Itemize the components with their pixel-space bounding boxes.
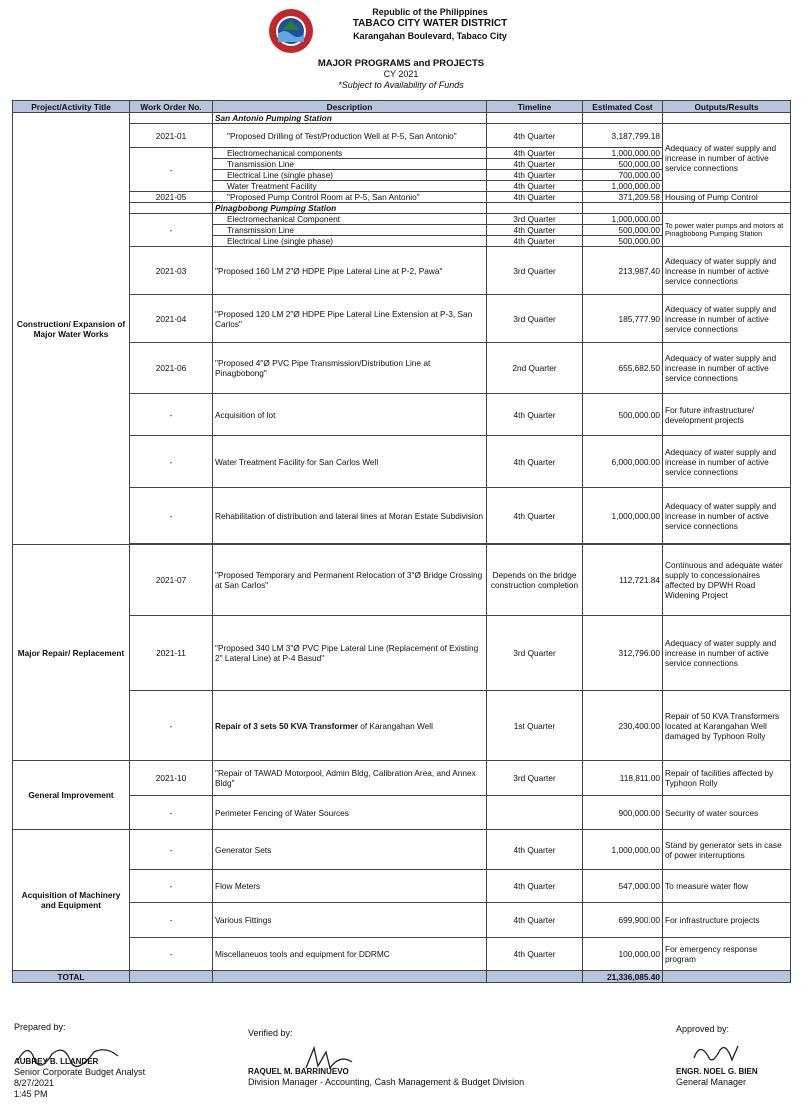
verified-label: Verified by: — [248, 1028, 293, 1038]
document-titles — [0, 58, 802, 91]
table-row: - Flow Meters 4th Quarter 547,000.00 To measure water flow — [13, 870, 791, 903]
col-timeline: Timeline — [487, 101, 583, 113]
table-row: 2021-05 "Proposed Pump Control Room at P-5, San Antonio" 4th Quarter 371,209.58 Housing of Pump Control — [13, 192, 791, 203]
approved-title: General Manager — [676, 1077, 747, 1087]
document-year: CY 2021 — [383, 69, 419, 79]
subheading-pinagbobong: Pinagbobong Pumping Station — [213, 203, 487, 214]
table-header-row — [13, 101, 791, 113]
table-row: - Miscellaneuos tools and equipment for DDRMC 4th Quarter 100,000.00 For emergency response program — [13, 938, 791, 971]
table-row: - Perimeter Fencing of Water Sources 900,000.00 Security of water sources — [13, 796, 791, 830]
table-row: 2021-04 "Proposed 120 LM 2"Ø HDPE Pipe Lateral Line Extension at P-3, San Carlos" 3rd Quarter 185,777.90 Adequacy of water supply and increase in number of active service connections — [13, 295, 791, 343]
table-row: - Rehabilitation of distribution and lateral lines at Moran Estate Subdivision 4th Quarter 1,000,000.00 Adequacy of water supply and increase in number of active service connections — [13, 488, 791, 544]
prepared-date: 8/27/2021 — [14, 1078, 55, 1088]
prepared-name: AUBREY B. LLANDER — [14, 1057, 99, 1066]
total-row — [13, 971, 791, 983]
group-repair: Major Repair/ Replacement — [13, 545, 130, 761]
subheading-san-antonio: San Antonio Pumping Station — [213, 113, 487, 124]
col-project: Project/Activity Title — [13, 101, 130, 113]
republic-line: Republic of the Philippines — [372, 7, 488, 17]
table-row: 2021-03 "Proposed 160 LM 2"Ø HDPE Pipe Lateral Line at P-2, Pawa" 3rd Quarter 213,987.40 Adequacy of water supply and increase in number of active service connections — [13, 247, 791, 295]
table-row: Acquisition of Machinery and Equipment - Generator Sets 4th Quarter 1,000,000.00 Stand by generator sets in case of power interruptions — [13, 830, 791, 870]
group-construction: Construction/ Expansion of Major Water Works — [13, 113, 130, 545]
table-row: Water Treatment Facility 4th Quarter 1,000,000.00 — [13, 181, 791, 192]
col-work-order: Work Order No. — [130, 101, 213, 113]
table-row — [13, 113, 791, 124]
table-row: Transmission Line 4th Quarter 500,000.00 — [13, 159, 791, 170]
table-row: General Improvement 2021-10 "Repair of TAWAD Motorpool, Admin Bldg, Calibration Area, and Annex Bldg" 3rd Quarter 118,811.00 Repair of facilities affected by Typhoon Rolly — [13, 761, 791, 796]
table-row: - Electromechanical components 4th Quarter 1,000,000.00 — [13, 148, 791, 159]
table-row: 2021-01 "Proposed Drilling of Test/Production Well at P-5, San Antonio" 4th Quarter 3,187,799.18 Adequacy of water supply and increase in number of active service connections — [13, 124, 791, 148]
verified-name: RAQUEL M. BARRINUEVO — [248, 1067, 349, 1076]
table-row: Electrical Line (single phase) 4th Quarter 700,000.00 — [13, 170, 791, 181]
group-machinery: Acquisition of Machinery and Equipment — [13, 830, 130, 971]
document-header — [0, 4, 802, 56]
approved-name: ENGR. NOEL G. BIEN — [676, 1067, 758, 1076]
approved-by-block — [676, 1024, 729, 1035]
prepared-title: Senior Corporate Budget Analyst — [14, 1067, 146, 1077]
funds-note: *Subject to Availability of Funds — [338, 80, 464, 90]
total-value: 21,336,085.40 — [583, 971, 663, 983]
prepared-by-block — [14, 1022, 66, 1033]
document-title: MAJOR PROGRAMS and PROJECTS — [317, 58, 485, 69]
verified-title: Division Manager - Accounting, Cash Management & Budget Division — [248, 1077, 525, 1087]
total-label: TOTAL — [13, 971, 130, 983]
table-row: Major Repair/ Replacement 2021-07 "Proposed Temporary and Permanent Relocation of 3"Ø Bridge Crossing at San Carlos" Depends on the bridge construction completion 112,721.84 Continuous and adequate water supply to concessionaires affected by DPWH Road Widening Project — [13, 545, 791, 616]
table-row: Transmission Line 4th Quarter 500,000.00 — [13, 225, 791, 236]
table-row: - Water Treatment Facility for San Carlos Well 4th Quarter 6,000,000.00 Adequacy of water supply and increase in number of active service connections — [13, 436, 791, 488]
output-cell: To power water pumps and motors at Pinagbobong Pumping Station — [663, 214, 791, 247]
agency-name: TABACO CITY WATER DISTRICT — [352, 18, 508, 29]
water-district-seal-icon — [268, 8, 314, 54]
programs-table — [12, 100, 791, 983]
table-row: - Acquisition of lot 4th Quarter 500,000.00 For future infrastructure/ development projects — [13, 394, 791, 436]
table-row: - Repair of 3 sets 50 KVA Transformer of Karangahan Well 1st Quarter 230,400.00 Repair of 50 KVA Transformers located at Karangahan Well damaged by Typhoon Rolly — [13, 691, 791, 761]
prepared-label: Prepared by: — [14, 1022, 66, 1032]
approved-label: Approved by: — [676, 1024, 730, 1034]
table-row: - Electromechanical Component 3rd Quarter 1,000,000.00 To power water pumps and motors at Pinagbobong Pumping Station — [13, 214, 791, 225]
col-outputs: Outputs/Results — [663, 101, 791, 113]
col-description: Description — [213, 101, 487, 113]
agency-address: Karangahan Boulevard, Tabaco City — [353, 31, 507, 41]
table-row: 2021-06 "Proposed 4"Ø PVC Pipe Transmission/Distribution Line at Pinagbobong" 2nd Quarter 655,682.50 Adequacy of water supply and increase in number of active service connections — [13, 343, 791, 394]
group-general: General Improvement — [13, 761, 130, 830]
col-cost: Estimated Cost — [583, 101, 663, 113]
prepared-time: 1:45 PM — [14, 1089, 48, 1099]
table-row: Electrical Line (single phase) 4th Quarter 500,000.00 — [13, 236, 791, 247]
verified-by-block — [248, 1028, 293, 1039]
table-row — [13, 203, 791, 214]
table-row: - Various Fittings 4th Quarter 699,900.00 For infrastructure projects — [13, 903, 791, 938]
output-cell: Adequacy of water supply and increase in number of active service connections — [663, 124, 791, 192]
table-row: 2021-11 "Proposed 340 LM 3"Ø PVC Pipe Lateral Line (Replacement of Existing 2" Lateral Line) at P-4 Basud" 3rd Quarter 312,796.00 Adequacy of water supply and increase in number of active service connections — [13, 616, 791, 691]
